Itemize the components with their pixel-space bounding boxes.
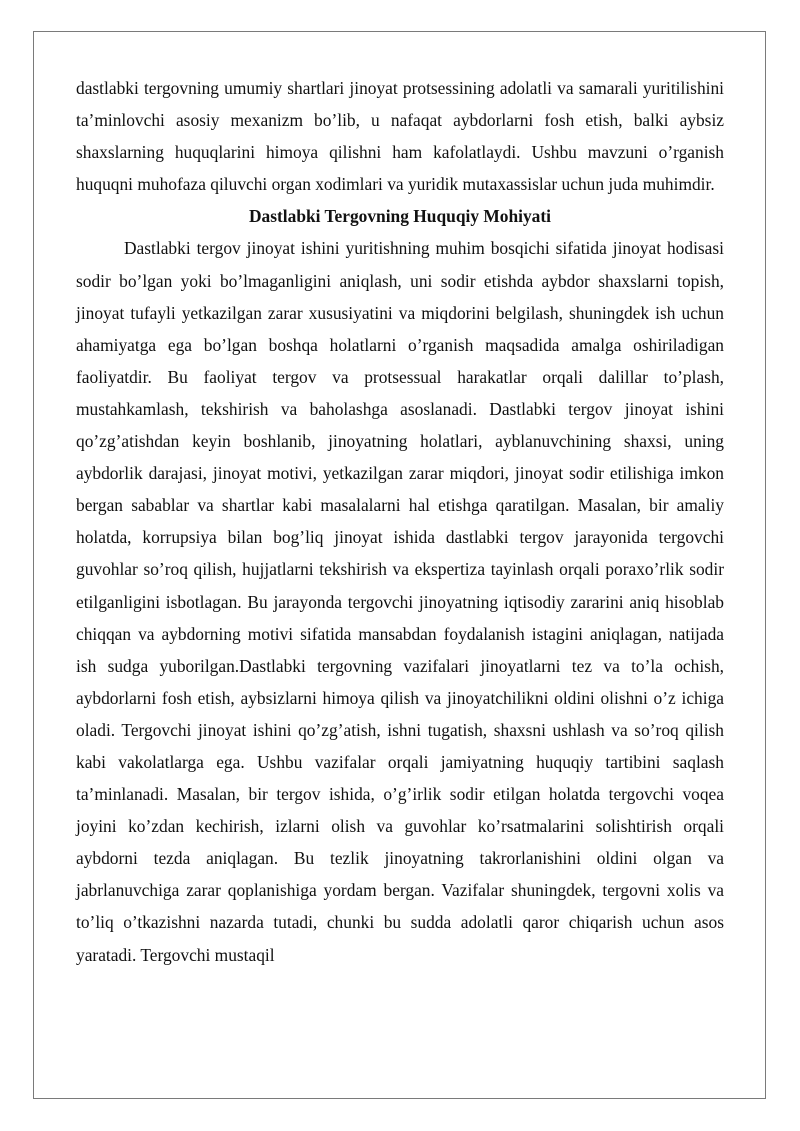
body-paragraph: Dastlabki tergov jinoyat ishini yuritishning muhim bosqichi sifatida jinoyat hodisasi sodir bo’lgan yoki bo’lmaganligini aniqlash, uni sodir etishda aybdor shaxslarni topish, jinoyat tufayli yetkazilgan zarar xususiyatini va miqdorini belgilash, shuningdek ish uchun ahamiyatga ega bo’lgan boshqa holatlarni o’rganish maqsadida amalga oshiriladigan faoliyatdir. Bu faoliyat tergov va protsessual harakatlar orqali dalillar to’plash, mustahkamlash, tekshirish va baholashga asoslanadi. Dastlabki tergov jinoyat ishini qo’zg’atishdan keyin boshlanib, jinoyatning holatlari, ayblanuvchining shaxsi, uning aybdorlik darajasi, jinoyat motivi, yetkazilgan zarar miqdori, jinoyat sodir etilishiga imkon bergan sabablar va shartlar kabi masalalarni hal etishga qaratilgan. Masalan, bir amaliy holatda, korrupsiya bilan bog’liq jinoyat ishida dastlabki tergov jarayonida tergovchi guvohlar so’roq qilish, hujjatlarni tekshirish va ekspertiza tayinlash orqali poraxo’rlik sodir etilganligini isbotlagan. Bu jarayonda tergovchi jinoyatning iqtisodiy zararini aniq hisoblab chiqqan va aybdorning motivi sifatida mansabdan foydalanish istagini aniqlagan, natijada ish sudga yuborilgan.Dastlabki tergovning vazifalari jinoyatlarni tez va to’la ochish, aybdorlarni fosh etish, aybsizlarni himoya qilish va jinoyatchilikni oldini olishni o’z ichiga oladi. Tergovchi jinoyat ishini qo’zg’atish, ishni tugatish, shaxsni ushlash va so’roq qilish kabi vakolatlarga ega. Ushbu vazifalar orqali jamiyatning huquqiy tartibini saqlash ta’minlanadi. Masalan, bir tergov ishida, o’g’irlik sodir etilgan holatda tergovchi voqea joyini ko’zdan kechirish, izlarni olish va guvohlar ko’rsatmalarini solishtirish orqali aybdorni tezda aniqlagan. Bu tezlik jinoyatning takrorlanishini oldini olgan va jabrlanuvchiga zarar qoplanishiga yordam bergan. Vazifalar shuningdek, tergovni xolis va to’liq o’tkazishni nazarda tutadi, chunki bu sudda adolatli qaror chiqarish uchun asos yaratadi. Tergovchi mustaqil [76,238,724,965]
section-heading: Dastlabki Tergovning Huquqiy Mohiyati [248,206,551,227]
intro-paragraph: dastlabki tergovning umumiy shartlari jinoyat protsessining adolatli va samarali yuritilishini ta’minlovchi asosiy mexanizm bo’lib, u nafaqat aybdorlarni fosh etish, balki aybsiz shaxslarning huquqlarini himoya qilishni ham kafolatlaydi. Ushbu mavzuni o’rganish huquqni muhofaza qiluvchi organ xodimlari va yuridik mutaxassislar uchun juda muhimdir. [76,78,724,195]
document-body [76,72,724,971]
